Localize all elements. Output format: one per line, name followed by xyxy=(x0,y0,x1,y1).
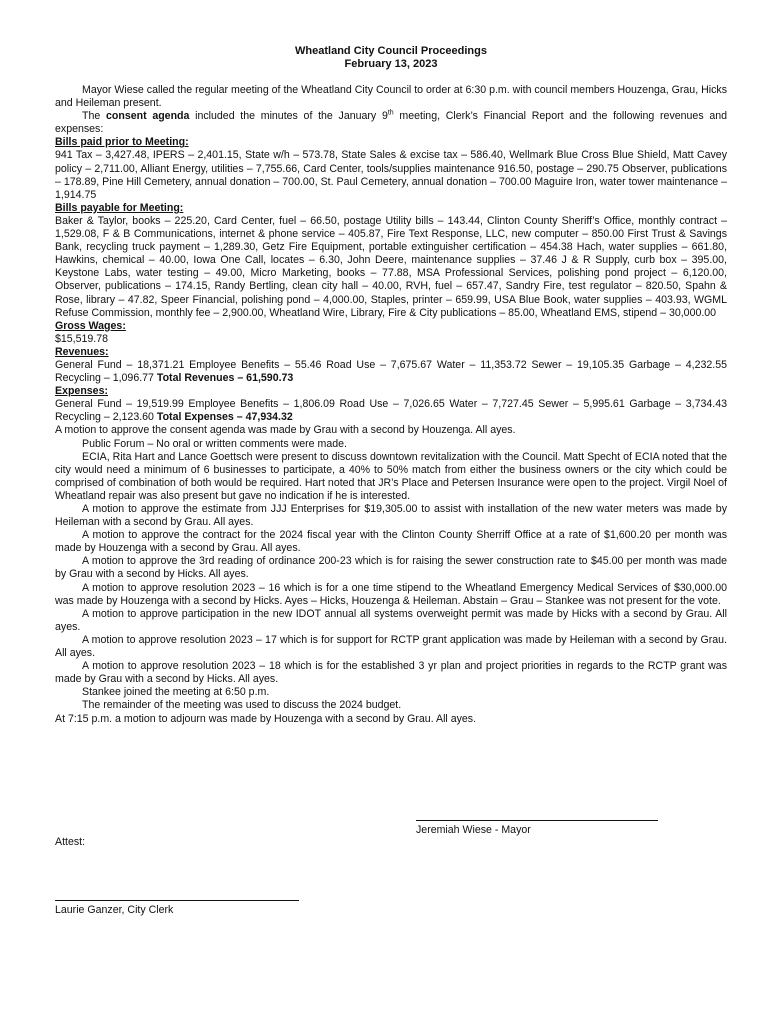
consent-motion: A motion to approve the consent agenda was made by Grau with a second by Houzenga. All ayes. xyxy=(55,424,516,437)
gross-wages-heading: Gross Wages: xyxy=(55,319,126,332)
expenses-total: Total Expenses – 47,934.32 xyxy=(156,411,293,424)
mayor-signature-line xyxy=(416,820,658,821)
stankee-joined: Stankee joined the meeting at 6:50 p.m. xyxy=(82,686,270,699)
clerk-signature-line xyxy=(55,900,299,901)
minutes-document xyxy=(55,45,727,726)
motion-resolution-16: A motion to approve resolution 2023 – 16 which is for a one time stipend to the Wheatland Emergency Medical Services of $30,000.00 was made by Houzenga with a second by Hicks. Ayes – Hicks, Houzenga & Heileman. Abstain – Grau – Stankee was not present for the vote. xyxy=(55,581,727,607)
opening-paragraph: Mayor Wiese called the regular meeting of the Wheatland City Council to order at 6:30 p.m. with council members Houzenga, Grau, Hicks and Heileman present. xyxy=(55,84,727,110)
document-title: Wheatland City Council Proceedings xyxy=(295,45,487,57)
motion-resolution-17: A motion to approve resolution 2023 – 17 which is for support for RCTP grant application was made by Heileman with a second by Grau. All ayes. xyxy=(55,633,727,660)
ecia-discussion: ECIA, Rita Hart and Lance Goettsch were present to discuss downtown revitalization with the Council. Matt Specht of ECIA noted that the city would need a minimum of 6 businesses to participate, a 40% to 50% match from either the business owners or the city which could be comprised of combination of both would be required. Hart noted that JR’s Place and Petersen Insurance were open to the project. Virgil Noel of Wheatland repair was also present but gave no indication if he is interested. xyxy=(55,450,727,502)
public-forum: Public Forum – No oral or written comments were made. xyxy=(82,437,347,450)
revenues-list: General Fund – 18,371.21 Employee Benefits – 55.46 Road Use – 7,675.67 Water – 11,353.72 Sewer – 19,105.35 Garbage – 4,232.55 Recycling – 1,096.77 Total Revenues – 61,590.73 xyxy=(55,358,727,385)
clerk-name: Laurie Ganzer, City Clerk xyxy=(55,904,174,916)
motion-ordinance: A motion to approve the 3rd reading of ordinance 200-23 which is for raising the sewer construction rate to $45.00 per month was made by Grau with a second by Hicks. All ayes. xyxy=(55,555,727,581)
budget-discussion: The remainder of the meeting was used to discuss the 2024 budget. xyxy=(82,699,402,712)
bills-prior-list: 941 Tax – 3,427.48, IPERS – 2,401.15, State w/h – 573.78, State Sales & excise tax – 586.40, Wellmark Blue Cross Blue Shield, Matt Cavey policy – 2,711.00, Alliant Energy, utilities – 7,755.66, Card Center, tools/supplies maintenance 916.50, postage – 290.75 Observer, publications – 178.89, Pine Hill Cemetery, annual donation – 700.00, St. Paul Cemetery, annual donation – 700.00 Maguire Iron, water tower maintenance – 1,914.75 xyxy=(55,149,727,201)
mayor-signature-block xyxy=(416,820,658,837)
adjourn-motion: At 7:15 p.m. a motion to adjourn was made by Houzenga with a second by Grau. All ayes. xyxy=(55,712,477,725)
document-date: February 13, 2023 xyxy=(344,58,438,70)
bills-payable-heading: Bills payable for Meeting: xyxy=(55,201,184,214)
attest-label: Attest: xyxy=(55,836,86,848)
bills-prior-heading: Bills paid prior to Meeting: xyxy=(55,136,189,149)
revenues-heading: Revenues: xyxy=(55,345,109,358)
consent-agenda-paragraph: The consent agenda included the minutes of the January 9th meeting, Clerk’s Financial Report and the following revenues and expenses: xyxy=(55,109,728,136)
revenues-total: Total Revenues – 61,590.73 xyxy=(156,372,294,385)
bills-payable-list: Baker & Taylor, books – 225.20, Card Center, fuel – 66.50, postage Utility bills – 143.44, Clinton County Sheriff’s Office, monthly contract – 1,529.08, F & B Communications, internet & phone service – 405.87, Fire Text Response, LLC, new computer – 850.00 First Trust & Savings Bank, recycling truck payment – 1,289.30, Getz Fire Equipment, portable extinguisher certification – 454.38 Hach, water supplies – 661.80, Hawkins, chemical – 40.00, Iowa One Call, locates – 6.30, John Deere, maintenance supplies – 37.46 J & R Supply, curb box – 395.00, Keystone Labs, water testing – 49.00, Micro Marketing, books – 77.88, MSA Professional Services, polishing pond project – 6,120.00, Observer, publications – 174.15, Randy Bertling, clean city hall – 40.00, RVH, fuel – 657.47, Sandry Fire, test regulator – 820.50, Spahn & Rose, library – 47.82, Speer Financial, polishing pond – 4,000.00, Staples, printer – 659.99, USA Blue Book, water supplies – 403.93, WGML Refuse Commission, monthly fee – 2,900.00, Wheatland Wire, Library, Fire & City publications – 85.00, Wheatland EMS, stipend – 30,000.00 xyxy=(55,214,727,319)
motion-jjj-enterprises: A motion to approve the estimate from JJJ Enterprises for $19,305.00 to assist with installation of the new water meters was made by Heileman with a second by Grau. All ayes. xyxy=(55,503,727,529)
consent-agenda-label: consent agenda xyxy=(105,110,190,123)
mayor-name: Jeremiah Wiese - Mayor xyxy=(416,824,531,836)
motion-sheriff-contract: A motion to approve the contract for the 2024 fiscal year with the Clinton County Sherriff Office at a rate of $1,600.20 per month was made by Houzenga with a second by Grau. All ayes. xyxy=(55,529,727,555)
clerk-signature-block xyxy=(55,900,299,917)
motion-idot-permit: A motion to approve participation in the new IDOT annual all systems overweight permit was made by Hicks with a second by Grau. All ayes. xyxy=(55,607,727,633)
motion-resolution-18: A motion to approve resolution 2023 – 18 which is for the established 3 yr plan and project priorities in regards to the RCTP grant was made by Grau with a second by Hicks. All ayes. xyxy=(55,660,727,686)
expenses-list: General Fund – 19,519.99 Employee Benefits – 1,806.09 Road Use – 7,026.65 Water – 7,727.45 Sewer – 5,995.61 Garbage – 3,734.43 Recycling – 2,123.60 Total Expenses – 47,934.32 xyxy=(55,398,727,424)
expenses-heading: Expenses: xyxy=(55,385,108,398)
gross-wages-value: $15,519.78 xyxy=(55,332,109,345)
